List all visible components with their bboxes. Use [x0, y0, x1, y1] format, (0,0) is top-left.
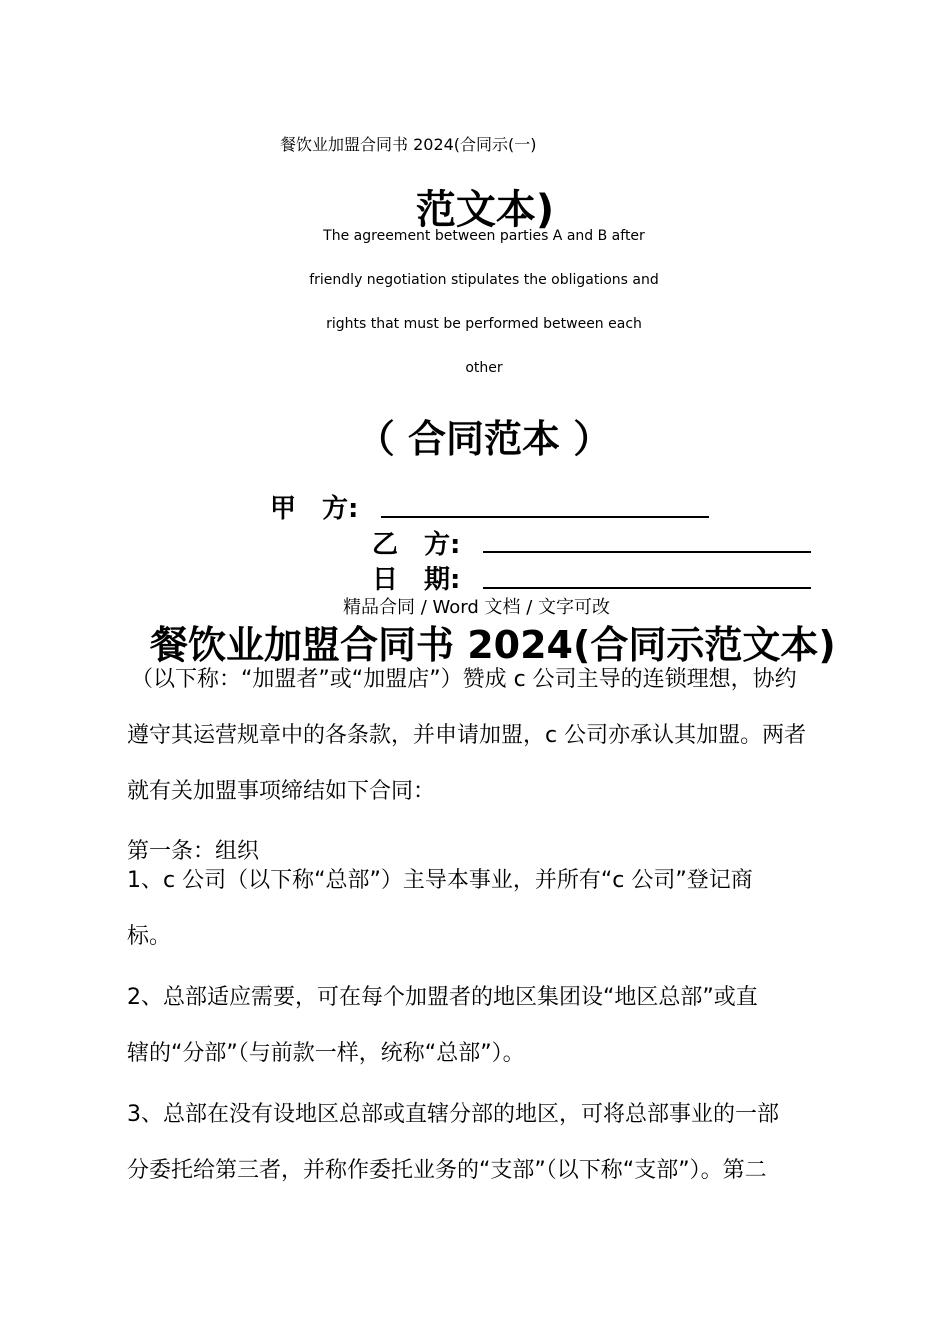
party-a-label: 甲 方: — [270, 494, 359, 524]
cover-top-title: 餐饮业加盟合同书 2024(合同示(一) — [280, 135, 537, 154]
english-line-1: The agreement between parties A and B after — [323, 228, 645, 244]
document-title: 餐饮业加盟合同书 2024(合同示范文本) — [150, 623, 836, 667]
body-line-3: 就有关加盟事项缔结如下合同： — [127, 779, 436, 804]
body-line-2: 遵守其运营规章中的各条款，并申请加盟，c 公司亦承认其加盟。两者 — [127, 723, 807, 748]
cover-subnote: 精品合同 / Word 文档 / 文字可改 — [343, 597, 611, 618]
english-line-4: other — [465, 360, 503, 376]
party-b-blank-line — [483, 551, 811, 553]
body-line-5: 1、c 公司（以下称“总部”）主导本事业，并所有“c 公司”登记商 — [127, 868, 753, 893]
body-line-6: 标。 — [127, 924, 172, 949]
date-blank-line — [483, 587, 811, 589]
date-label: 日 期: — [372, 565, 461, 595]
body-line-8: 辖的“分部”（与前款一样，统称“总部”）。 — [127, 1041, 525, 1066]
english-line-2: friendly negotiation stipulates the obligations and — [309, 272, 659, 288]
english-line-3: rights that must be performed between each — [326, 316, 642, 332]
party-a-blank-line — [381, 516, 709, 518]
party-b-label: 乙 方: — [372, 530, 461, 560]
body-line-1: （以下称：“加盟者”或“加盟店”）赞成 c 公司主导的连锁理想，协约 — [131, 667, 797, 692]
body-line-9: 3、总部在没有设地区总部或直辖分部的地区，可将总部事业的一部 — [127, 1102, 779, 1127]
contract-sample-label: （ 合同范本 ） — [356, 417, 612, 461]
cover-big-title: 范文本) — [415, 187, 555, 233]
body-line-7: 2、总部适应需要，可在每个加盟者的地区集团设“地区总部”或直 — [127, 985, 758, 1010]
body-line-10: 分委托给第三者，并称作委托业务的“支部”（以下称“支部”）。第二 — [127, 1158, 767, 1183]
article-heading: 第一条：组织 — [127, 839, 260, 864]
